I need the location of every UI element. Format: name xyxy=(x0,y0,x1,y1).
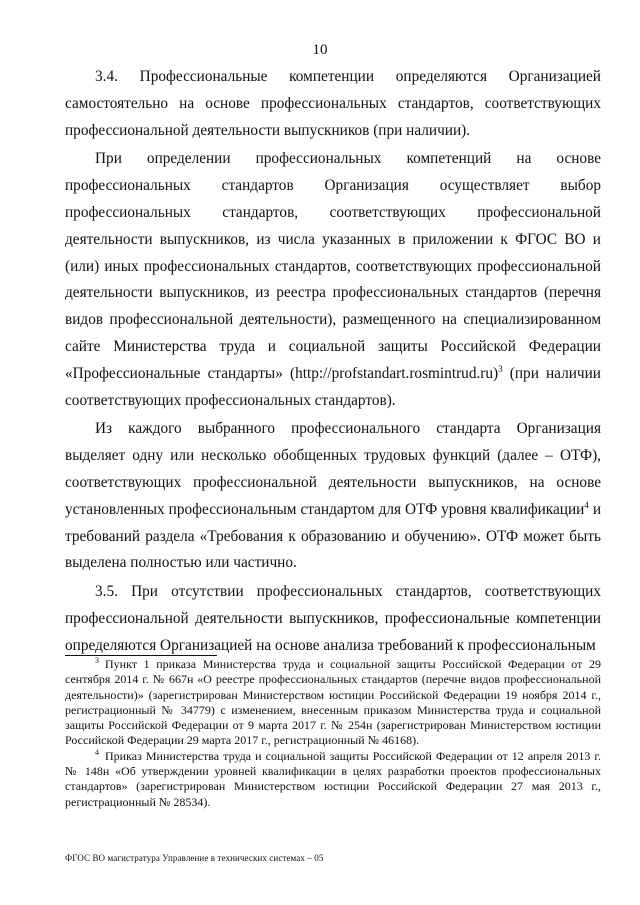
paragraph-text-tail: (при наличии соответствующих профессиональных стандартов). xyxy=(65,364,601,409)
body-text xyxy=(65,64,601,662)
footnote-mark: 4 xyxy=(95,747,99,757)
paragraph-selection-of-standards xyxy=(65,146,601,414)
paragraph-text: Из каждого выбранного профессионального стандарта Организация выделяет одну или несколько обобщенных трудовых функций (далее – ОТФ), соответствующих профессиональной деятельности выпускников, на основе установленных профессиональным стандартом для ОТФ уровня квалификации xyxy=(65,420,601,518)
footnote-text: Пункт 1 приказа Министерства труда и социальной защиты Российской Федерации от 29 сентября 2014 г. № 667н «О реестре профессиональных стандартов (перечне видов профессиональной деятельности)» (зарегистрирован Министерством юстиции Российской Федерации 19 ноября 2014 г., регистрационный № 34779) с изменением, внесенным приказом Министерства труда и социальной защиты Российской Федерации от 9 марта 2017 г. № 254н (зарегистрирован Министерством юстиции Российской Федерации 29 марта 2017 г., регистрационный № 46168). xyxy=(65,657,601,748)
footnote-separator xyxy=(65,655,217,656)
footnote-3 xyxy=(65,657,601,749)
page-number: 10 xyxy=(312,42,328,58)
footnote-mark: 3 xyxy=(95,656,99,665)
footnotes xyxy=(65,657,601,810)
paragraph-3-5: 3.5. При отсутствии профессиональных стандартов, соответствующих профессиональной деятельности выпускников, профессиональные компетенции определяются Организацией на основе анализа требований к профессиональным xyxy=(65,583,601,654)
footnote-ref-3: 3 xyxy=(498,363,503,374)
footnote-text: Приказ Министерства труда и социальной защиты Российской Федерации от 12 апреля 2013 г. № 148н «Об утверждении уровней квалификации в целях разработки проектов профессиональных стандартов» (зарегистрирован Министерством юстиции Российской Федерации 27 мая 2013 г., регистрационный № 28534). xyxy=(65,748,601,809)
footnote-ref-4: 4 xyxy=(584,499,589,510)
page-footer: ФГОС ВО магистратура Управление в технических системах – 05 xyxy=(65,853,324,863)
paragraph-text: При определении профессиональных компетенций на основе профессиональных стандартов Организация осуществляет выбор профессиональных стандартов, соответствующих профессиональной деятельности выпускников, из числа указанных в приложении к ФГОС ВО и (или) иных профессиональных стандартов, соответствующих профессиональной деятельности выпускников, из реестра профессиональных стандартов (перечня видов профессиональной деятельности), размещенного на специализированном сайте Министерства труда и социальной защиты Российской Федерации «Профессиональные стандарты» (http://profstandart.rosmintrud.ru) xyxy=(65,150,601,382)
footnote-4 xyxy=(65,749,601,810)
paragraph-otf xyxy=(65,416,601,577)
paragraph-3-4: 3.4. Профессиональные компетенции определяются Организацией самостоятельно на основе профессиональных стандартов, соответствующих профессиональной деятельности выпускников (при наличии). xyxy=(65,68,601,139)
paragraph-text-tail: и требований раздела «Требования к образованию и обучению». ОТФ может быть выделена полностью или частично. xyxy=(65,500,601,572)
